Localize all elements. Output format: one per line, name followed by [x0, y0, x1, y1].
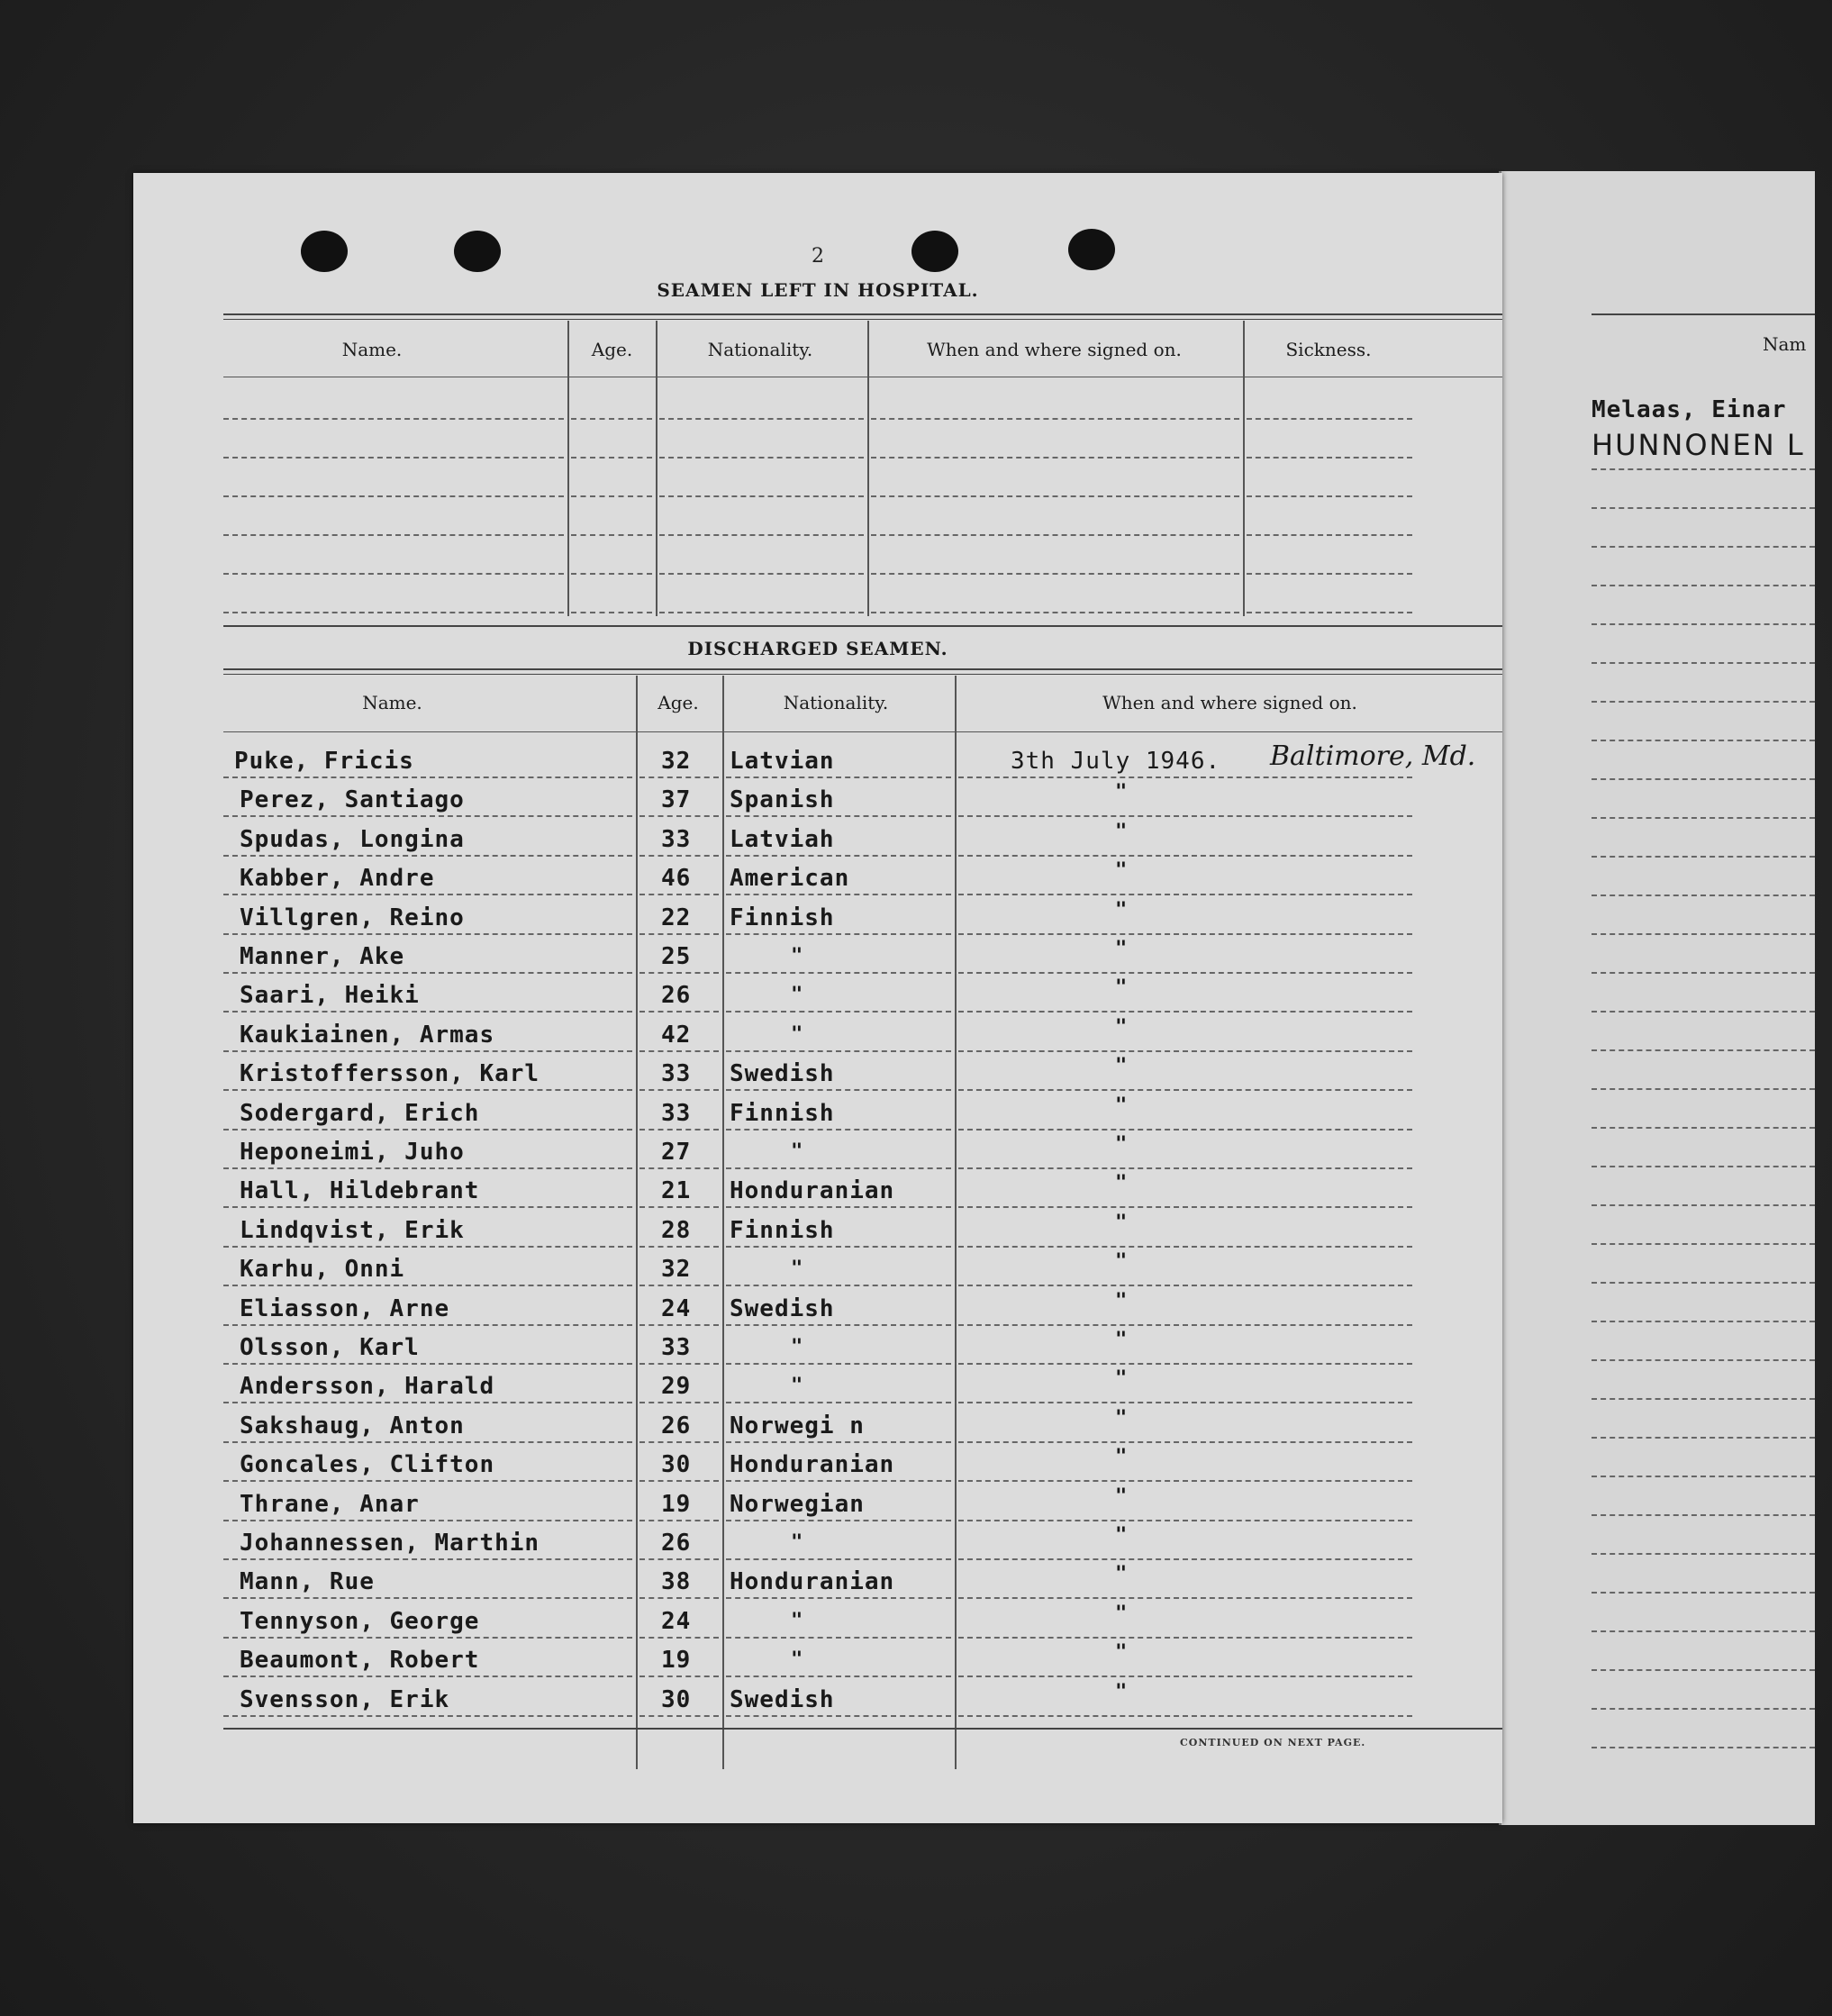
- right-page-dotted-line: [1592, 856, 1815, 858]
- discharged-bottom-rule: [223, 1728, 1502, 1730]
- row-dotted-line: [639, 972, 719, 974]
- row-dotted-line: [958, 1402, 1412, 1403]
- seaman-age: 22: [661, 904, 692, 931]
- hospital-section-title: SEAMEN LEFT IN HOSPITAL.: [657, 279, 979, 301]
- seaman-name: Svensson, Erik: [240, 1686, 450, 1713]
- seaman-nationality: Norwegian: [730, 1491, 865, 1518]
- row-dotted-line: [639, 855, 719, 857]
- row-dotted-line: [958, 1129, 1412, 1131]
- right-page-dotted-line: [1592, 1011, 1815, 1013]
- signed-on-ditto: ": [1115, 938, 1128, 960]
- hospital-header-age: Age.: [591, 339, 633, 360]
- seaman-nationality: Honduranian: [730, 1568, 895, 1595]
- right-page-dotted-line: [1592, 1243, 1815, 1245]
- row-dotted-line: [639, 1129, 719, 1131]
- seaman-nationality: Swedish: [730, 1686, 835, 1713]
- row-dotted-line: [639, 1558, 719, 1560]
- hospital-dotted-line: [659, 612, 864, 613]
- right-page-dotted-line: [1592, 817, 1815, 819]
- seaman-name: Lindqvist, Erik: [240, 1217, 465, 1244]
- row-dotted-line: [223, 1011, 632, 1013]
- row-dotted-line: [223, 1089, 632, 1091]
- row-dotted-line: [726, 1597, 951, 1599]
- row-dotted-line: [639, 1050, 719, 1052]
- signed-on-ditto: ": [1115, 1485, 1128, 1508]
- right-page-dotted-line: [1592, 1630, 1815, 1632]
- right-page-dotted-line: [1592, 1708, 1815, 1710]
- signed-on-ditto: ": [1115, 1367, 1128, 1390]
- hospital-dotted-line: [223, 573, 564, 575]
- signed-on-ditto: ": [1115, 1641, 1128, 1664]
- row-dotted-line: [726, 1167, 951, 1169]
- seaman-name: Manner, Ake: [240, 943, 405, 970]
- row-dotted-line: [958, 1520, 1412, 1521]
- seaman-name: Perez, Santiago: [240, 786, 465, 813]
- discharged-col-divider: [636, 676, 638, 1769]
- signed-on-ditto: ": [1115, 1094, 1128, 1117]
- row-dotted-line: [726, 855, 951, 857]
- seaman-age: 29: [661, 1373, 692, 1400]
- row-dotted-line: [958, 1637, 1412, 1639]
- seaman-nationality-ditto: ": [791, 1023, 803, 1046]
- row-dotted-line: [958, 1246, 1412, 1248]
- signed-on-ditto: ": [1115, 859, 1128, 882]
- signed-on-ditto: ": [1115, 821, 1128, 843]
- row-dotted-line: [223, 1675, 632, 1677]
- right-page-dotted-line: [1592, 1669, 1815, 1671]
- hospital-dotted-line: [871, 457, 1239, 459]
- seaman-name: Villgren, Reino: [240, 904, 465, 931]
- discharged-header-age: Age.: [658, 692, 699, 713]
- signed-on-ditto: ": [1115, 1212, 1128, 1234]
- row-dotted-line: [726, 776, 951, 778]
- row-dotted-line: [639, 1637, 719, 1639]
- signed-on-ditto: ": [1115, 1055, 1128, 1077]
- right-header-rule: [1592, 313, 1815, 315]
- document-page: [133, 173, 1502, 1823]
- seaman-age: 26: [661, 982, 692, 1009]
- row-dotted-line: [958, 1011, 1412, 1013]
- seaman-age: 38: [661, 1568, 692, 1595]
- hospital-dotted-line: [571, 573, 652, 575]
- seaman-age: 19: [661, 1647, 692, 1674]
- hospital-dotted-line: [659, 573, 864, 575]
- hospital-dotted-line: [871, 612, 1239, 613]
- row-dotted-line: [726, 1363, 951, 1365]
- seaman-age: 21: [661, 1177, 692, 1204]
- row-dotted-line: [223, 1402, 632, 1403]
- seaman-nationality-ditto: ": [791, 945, 803, 967]
- right-page-dotted-line: [1592, 1282, 1815, 1284]
- row-dotted-line: [726, 1246, 951, 1248]
- row-dotted-line: [726, 1129, 951, 1131]
- row-dotted-line: [639, 1363, 719, 1365]
- seaman-age: 26: [661, 1530, 692, 1557]
- row-dotted-line: [639, 1597, 719, 1599]
- row-dotted-line: [958, 1363, 1412, 1365]
- seaman-name: Beaumont, Robert: [240, 1647, 480, 1674]
- row-dotted-line: [223, 1558, 632, 1560]
- discharged-top-rule-2: [223, 674, 1502, 675]
- seaman-age: 37: [661, 786, 692, 813]
- seaman-nationality: Finnish: [730, 904, 835, 931]
- seaman-age: 26: [661, 1412, 692, 1439]
- row-dotted-line: [726, 1324, 951, 1326]
- seaman-nationality: Spanish: [730, 786, 835, 813]
- seaman-age: 19: [661, 1491, 692, 1518]
- seaman-nationality: Finnish: [730, 1100, 835, 1127]
- seaman-nationality: Latviah: [730, 826, 835, 853]
- hospital-col-divider: [656, 321, 658, 616]
- row-dotted-line: [223, 1050, 632, 1052]
- discharged-top-rule: [223, 668, 1502, 670]
- hospital-header-signed-on: When and where signed on.: [927, 339, 1182, 360]
- row-dotted-line: [958, 1285, 1412, 1286]
- seaman-age: 46: [661, 865, 692, 892]
- right-page-dotted-line: [1592, 546, 1815, 548]
- seaman-age: 25: [661, 943, 692, 970]
- signed-on-ditto: ": [1115, 1016, 1128, 1039]
- hospital-header-sickness: Sickness.: [1285, 339, 1372, 360]
- right-page-dotted-line: [1592, 1747, 1815, 1748]
- seaman-nationality-ditto: ": [791, 1140, 803, 1163]
- seaman-nationality-ditto: ": [791, 1258, 803, 1280]
- row-dotted-line: [958, 1441, 1412, 1443]
- right-handwritten-name: HUNNONEN L: [1592, 428, 1805, 462]
- row-dotted-line: [639, 1246, 719, 1248]
- row-dotted-line: [639, 1206, 719, 1208]
- row-dotted-line: [639, 933, 719, 935]
- row-dotted-line: [958, 1206, 1412, 1208]
- right-page-dotted-line: [1592, 701, 1815, 703]
- seaman-age: 33: [661, 826, 692, 853]
- seaman-age: 24: [661, 1608, 692, 1635]
- row-dotted-line: [223, 1129, 632, 1131]
- right-page-dotted-line: [1592, 1204, 1815, 1206]
- row-dotted-line: [958, 1167, 1412, 1169]
- seaman-age: 28: [661, 1217, 692, 1244]
- right-page-dotted-line: [1592, 972, 1815, 974]
- signed-on-ditto: ": [1115, 1407, 1128, 1430]
- seaman-name: Sodergard, Erich: [240, 1100, 480, 1127]
- row-dotted-line: [639, 1285, 719, 1286]
- hospital-dotted-line: [571, 495, 652, 497]
- row-dotted-line: [726, 1558, 951, 1560]
- discharged-header-bottom-rule: [223, 731, 1502, 732]
- row-dotted-line: [726, 1637, 951, 1639]
- hospital-dotted-line: [223, 612, 564, 613]
- row-dotted-line: [223, 855, 632, 857]
- signed-on-ditto: ": [1115, 1172, 1128, 1194]
- row-dotted-line: [726, 1675, 951, 1677]
- right-page-dotted-line: [1592, 1398, 1815, 1400]
- right-page-dotted-line: [1592, 894, 1815, 896]
- seaman-name: Puke, Fricis: [234, 748, 414, 775]
- row-dotted-line: [639, 1715, 719, 1717]
- seaman-age: 24: [661, 1295, 692, 1322]
- seaman-name: Eliasson, Arne: [240, 1295, 450, 1322]
- hospital-dotted-line: [223, 418, 564, 420]
- signed-on-ditto: ": [1115, 1133, 1128, 1156]
- seaman-name: Heponeimi, Juho: [240, 1139, 465, 1166]
- hospital-dotted-line: [223, 457, 564, 459]
- row-dotted-line: [223, 1441, 632, 1443]
- hospital-dotted-line: [571, 534, 652, 536]
- hospital-dotted-line: [659, 534, 864, 536]
- row-dotted-line: [958, 933, 1412, 935]
- seaman-name: Karhu, Onni: [240, 1256, 405, 1283]
- seaman-name: Johannessen, Marthin: [240, 1530, 540, 1557]
- seaman-nationality: Finnish: [730, 1217, 835, 1244]
- row-dotted-line: [639, 1480, 719, 1482]
- row-dotted-line: [223, 1715, 632, 1717]
- row-dotted-line: [958, 776, 1412, 778]
- seaman-age: 32: [661, 748, 692, 775]
- signed-on-ditto: ": [1115, 1681, 1128, 1703]
- row-dotted-line: [223, 1480, 632, 1482]
- seaman-name: Kaukiainen, Armas: [240, 1022, 495, 1049]
- hospital-dotted-line: [223, 534, 564, 536]
- row-dotted-line: [726, 1011, 951, 1013]
- discharged-section-title: DISCHARGED SEAMEN.: [687, 638, 948, 659]
- hospital-dotted-line: [659, 495, 864, 497]
- row-dotted-line: [726, 815, 951, 817]
- signed-on-ditto: ": [1115, 1329, 1128, 1351]
- seaman-name: Spudas, Longina: [240, 826, 465, 853]
- hospital-dotted-line: [1247, 418, 1412, 420]
- seaman-nationality: Honduranian: [730, 1177, 895, 1204]
- right-page-dotted-line: [1592, 1592, 1815, 1594]
- seaman-nationality-ditto: ": [791, 1531, 803, 1554]
- row-dotted-line: [726, 1206, 951, 1208]
- right-typed-name: Melaas, Einar: [1592, 396, 1787, 423]
- seaman-age: 27: [661, 1139, 692, 1166]
- hospital-header-nationality: Nationality.: [707, 339, 813, 360]
- row-dotted-line: [223, 776, 632, 778]
- hospital-top-rule-2: [223, 319, 1502, 320]
- row-dotted-line: [958, 894, 1412, 895]
- hospital-dotted-line: [1247, 612, 1412, 613]
- hospital-dotted-line: [571, 457, 652, 459]
- row-dotted-line: [223, 815, 632, 817]
- right-page-dotted-line: [1592, 1553, 1815, 1555]
- seaman-name: Thrane, Anar: [240, 1491, 420, 1518]
- seaman-name: Sakshaug, Anton: [240, 1412, 465, 1439]
- row-dotted-line: [958, 1715, 1412, 1717]
- row-dotted-line: [639, 1167, 719, 1169]
- signed-on-ditto: ": [1115, 976, 1128, 999]
- right-name-header: Nam: [1763, 333, 1807, 355]
- seaman-nationality: Honduranian: [730, 1451, 895, 1478]
- row-dotted-line: [223, 933, 632, 935]
- seaman-nationality: Swedish: [730, 1295, 835, 1322]
- signed-on-ditto: ": [1115, 1524, 1128, 1547]
- right-page-dotted-line: [1592, 623, 1815, 625]
- right-page-dotted-line: [1592, 1127, 1815, 1129]
- signed-on-ditto: ": [1115, 1563, 1128, 1585]
- row-dotted-line: [223, 972, 632, 974]
- row-dotted-line: [958, 1558, 1412, 1560]
- row-dotted-line: [223, 1637, 632, 1639]
- discharged-header-signed-on: When and where signed on.: [1102, 692, 1357, 713]
- row-dotted-line: [223, 1246, 632, 1248]
- seaman-name: Saari, Heiki: [240, 982, 420, 1009]
- seaman-nationality-ditto: ": [791, 1610, 803, 1632]
- row-dotted-line: [958, 815, 1412, 817]
- seaman-nationality: Swedish: [730, 1060, 835, 1087]
- hospital-col-divider: [567, 321, 569, 616]
- row-dotted-line: [223, 1363, 632, 1365]
- hospital-dotted-line: [659, 418, 864, 420]
- discharged-header-nationality: Nationality.: [783, 692, 889, 713]
- row-dotted-line: [639, 1089, 719, 1091]
- seaman-name: Hall, Hildebrant: [240, 1177, 480, 1204]
- row-dotted-line: [223, 1167, 632, 1169]
- seaman-name: Goncales, Clifton: [240, 1451, 495, 1478]
- row-dotted-line: [223, 1285, 632, 1286]
- signed-on-place: Baltimore, Md.: [1270, 740, 1476, 772]
- hospital-dotted-line: [1247, 573, 1412, 575]
- row-dotted-line: [958, 972, 1412, 974]
- hospital-dotted-line: [571, 612, 652, 613]
- right-page-dotted-line: [1592, 778, 1815, 780]
- row-dotted-line: [726, 1715, 951, 1717]
- hospital-dotted-line: [1247, 534, 1412, 536]
- seaman-name: Olsson, Karl: [240, 1334, 420, 1361]
- row-dotted-line: [639, 776, 719, 778]
- right-page-dotted-line: [1592, 1359, 1815, 1361]
- row-dotted-line: [639, 815, 719, 817]
- seaman-nationality-ditto: ": [791, 1336, 803, 1358]
- hospital-dotted-line: [871, 418, 1239, 420]
- seaman-age: 30: [661, 1686, 692, 1713]
- row-dotted-line: [639, 1402, 719, 1403]
- seaman-nationality-ditto: ": [791, 984, 803, 1006]
- right-page-dotted-line: [1592, 585, 1815, 586]
- signed-on-date: 3th July 1946.: [1011, 748, 1221, 775]
- adjacent-page: [1499, 171, 1815, 1825]
- seaman-name: Andersson, Harald: [240, 1373, 495, 1400]
- hospital-dotted-line: [571, 418, 652, 420]
- right-page-dotted-line: [1592, 1049, 1815, 1051]
- hospital-dotted-line: [1247, 495, 1412, 497]
- row-dotted-line: [726, 1520, 951, 1521]
- row-dotted-line: [958, 1480, 1412, 1482]
- hospital-dotted-line: [871, 534, 1239, 536]
- row-dotted-line: [223, 1324, 632, 1326]
- seaman-age: 33: [661, 1060, 692, 1087]
- seaman-nationality: American: [730, 865, 850, 892]
- seaman-age: 33: [661, 1334, 692, 1361]
- signed-on-ditto: ": [1115, 1446, 1128, 1468]
- signed-on-ditto: ": [1115, 899, 1128, 922]
- right-page-dotted-line: [1592, 507, 1815, 509]
- right-page-dotted-line: [1592, 1321, 1815, 1322]
- signed-on-ditto: ": [1115, 1290, 1128, 1312]
- row-dotted-line: [958, 1089, 1412, 1091]
- discharged-col-divider: [955, 676, 957, 1769]
- seaman-nationality-ditto: ": [791, 1648, 803, 1671]
- row-dotted-line: [958, 1675, 1412, 1677]
- row-dotted-line: [223, 894, 632, 895]
- seaman-age: 32: [661, 1256, 692, 1283]
- row-dotted-line: [639, 894, 719, 895]
- right-page-dotted-line: [1592, 662, 1815, 664]
- row-dotted-line: [639, 1324, 719, 1326]
- discharged-header-name: Name.: [362, 692, 422, 713]
- row-dotted-line: [726, 1089, 951, 1091]
- row-dotted-line: [223, 1206, 632, 1208]
- signed-on-ditto: ": [1115, 781, 1128, 804]
- row-dotted-line: [726, 1402, 951, 1403]
- continued-note: CONTINUED ON NEXT PAGE.: [1180, 1737, 1366, 1748]
- row-dotted-line: [958, 1324, 1412, 1326]
- row-dotted-line: [639, 1011, 719, 1013]
- right-page-dotted-line: [1592, 1166, 1815, 1167]
- seaman-nationality-ditto: ": [791, 1375, 803, 1397]
- seaman-name: Mann, Rue: [240, 1568, 375, 1595]
- hospital-bottom-rule: [223, 625, 1502, 627]
- right-page-dotted-line: [1592, 468, 1815, 470]
- seaman-nationality: Norwegi n: [730, 1412, 865, 1439]
- seaman-name: Kristoffersson, Karl: [240, 1060, 540, 1087]
- hospital-dotted-line: [223, 495, 564, 497]
- hospital-top-rule: [223, 313, 1502, 315]
- discharged-col-divider: [722, 676, 724, 1769]
- hospital-header-name: Name.: [341, 339, 403, 360]
- row-dotted-line: [726, 933, 951, 935]
- row-dotted-line: [639, 1520, 719, 1521]
- signed-on-ditto: ": [1115, 1250, 1128, 1273]
- seaman-age: 30: [661, 1451, 692, 1478]
- right-page-dotted-line: [1592, 1088, 1815, 1090]
- seaman-nationality: Latvian: [730, 748, 835, 775]
- row-dotted-line: [726, 1285, 951, 1286]
- seaman-age: 33: [661, 1100, 692, 1127]
- signed-on-ditto: ": [1115, 1603, 1128, 1625]
- seaman-name: Tennyson, George: [240, 1608, 480, 1635]
- row-dotted-line: [726, 1480, 951, 1482]
- page-number: 2: [812, 245, 824, 268]
- hospital-dotted-line: [871, 495, 1239, 497]
- hospital-dotted-line: [1247, 457, 1412, 459]
- hospital-col-divider: [1243, 321, 1245, 616]
- row-dotted-line: [726, 894, 951, 895]
- row-dotted-line: [223, 1597, 632, 1599]
- row-dotted-line: [223, 1520, 632, 1521]
- row-dotted-line: [639, 1675, 719, 1677]
- right-page-dotted-line: [1592, 1476, 1815, 1477]
- hospital-col-divider: [867, 321, 869, 616]
- seaman-name: Kabber, Andre: [240, 865, 435, 892]
- row-dotted-line: [958, 1050, 1412, 1052]
- row-dotted-line: [958, 1597, 1412, 1599]
- hospital-dotted-line: [871, 573, 1239, 575]
- right-page-dotted-line: [1592, 1514, 1815, 1516]
- row-dotted-line: [958, 855, 1412, 857]
- row-dotted-line: [726, 972, 951, 974]
- row-dotted-line: [726, 1441, 951, 1443]
- right-page-dotted-line: [1592, 933, 1815, 935]
- right-page-dotted-line: [1592, 1437, 1815, 1439]
- row-dotted-line: [639, 1441, 719, 1443]
- right-page-dotted-line: [1592, 740, 1815, 741]
- row-dotted-line: [726, 1050, 951, 1052]
- seaman-age: 42: [661, 1022, 692, 1049]
- hospital-dotted-line: [659, 457, 864, 459]
